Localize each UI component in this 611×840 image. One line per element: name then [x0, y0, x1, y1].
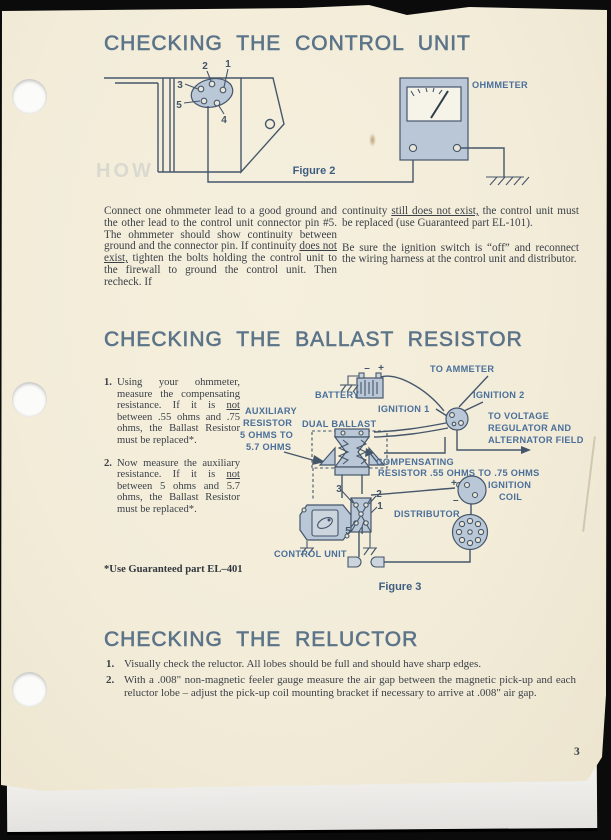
- item-text: Now measure the auxiliary resistance. If it is not between 5 ohms and 5.7 ohms, the Ballast Resistor must be replaced*.: [117, 457, 240, 515]
- item-number: 2.: [106, 673, 115, 686]
- label-resistor: RESISTOR: [243, 418, 293, 428]
- page-number: 3: [574, 746, 580, 758]
- footnote: *Use Guaranteed part EL–401: [104, 564, 243, 575]
- list-item: [104, 458, 240, 516]
- ignition-switch-icon: [446, 408, 468, 430]
- label-control-unit: CONTROL UNIT: [274, 549, 347, 559]
- label-ignition-coil-2: COIL: [499, 492, 523, 502]
- label-distributor: DISTRIBUTOR: [394, 509, 460, 519]
- figure3-caption: Figure 3: [378, 581, 422, 593]
- punch-hole: [12, 672, 47, 707]
- label-auxiliary: AUXILIARY: [245, 406, 297, 416]
- list-item: [104, 658, 576, 671]
- control-unit-icon: [300, 505, 351, 540]
- distributor-icon: [453, 515, 488, 550]
- pin-label-2: 2: [202, 61, 208, 72]
- label-5-7-ohms: 5.7 OHMS: [246, 442, 292, 452]
- reluctor-steps-list: [104, 658, 576, 702]
- aux-leader: [284, 452, 316, 461]
- ohmmeter-label: OHMMETER: [472, 80, 528, 90]
- label-dual-ballast: DUAL BALLAST: [302, 419, 377, 429]
- plug-icon: [348, 557, 361, 567]
- ignition-coil-icon: [458, 476, 486, 504]
- ballast-steps-list: [104, 377, 240, 527]
- battery-icon: [357, 373, 383, 398]
- item-number: 2.: [104, 457, 112, 469]
- figure-2-diagram: [100, 60, 592, 192]
- section-title-ballast-resistor: CHECKING THE BALLAST RESISTOR: [104, 328, 523, 351]
- paragraph: continuity still does not exist, the control unit must be replaced (use Guaranteed part EL-101).: [342, 205, 579, 229]
- pin-label-1: 1: [377, 501, 383, 512]
- pin-label-5: 5: [345, 526, 351, 537]
- label-comp-resistor-values: RESISTOR .55 OHMS TO .75 OHMS: [378, 468, 540, 478]
- label-5-ohms-to: 5 OHMS TO: [240, 430, 294, 440]
- battery-plus: +: [378, 363, 384, 374]
- item-text: With a .008" non-magnetic feeler gauge measure the air gap between the magnetic pick-up and each reluctor lobe – adjust the pick-up coil mounting bracket if necessary to arrive at .008" air gap.: [124, 673, 576, 699]
- dual-ballast-icon: [320, 429, 384, 475]
- coil-plus: +: [451, 478, 457, 489]
- pin-label-3: 3: [336, 484, 342, 495]
- label-to-voltage: TO VOLTAGE: [488, 411, 550, 421]
- pin-label-3: 3: [177, 80, 183, 91]
- item-number: 1.: [106, 658, 115, 670]
- label-to-ammeter: TO AMMETER: [430, 364, 495, 374]
- arrowhead: [521, 446, 531, 454]
- print-through-ghost-text: HOW: [96, 160, 154, 182]
- section-title-reluctor: CHECKING THE RELUCTOR: [104, 628, 419, 651]
- label-ignition-2: IGNITION 2: [473, 390, 525, 400]
- punch-hole: [12, 382, 47, 417]
- paragraph-column-left: [104, 206, 337, 289]
- pin-label-5: 5: [176, 100, 182, 111]
- label-regulator-and: REGULATOR AND: [488, 423, 572, 433]
- paragraph: Be sure the ignition switch is “off” and reconnect the wiring harness at the control unit and distributor.: [342, 241, 579, 266]
- item-text: Visually check the reluctor. All lobes should be full and should have sharp edges.: [124, 658, 482, 670]
- label-ignition-coil-1: IGNITION: [488, 480, 532, 490]
- paragraph: Connect one ohmmeter lead to a good ground and the other lead to the control unit connector pin #5. The ohmmeter should show continuity between ground and the connector pin. If continuity does not exist, tighten the bolts holding the control unit to the firewall to ground the control unit. Then recheck. If: [104, 205, 337, 288]
- punch-hole: [12, 79, 47, 114]
- figure-3-diagram: [240, 352, 588, 598]
- figure2-caption: Figure 2: [292, 165, 336, 177]
- ohmmeter-icon: [400, 78, 468, 160]
- section-title-control-unit: CHECKING THE CONTROL UNIT: [104, 32, 471, 55]
- label-battery: BATTERY: [315, 390, 360, 400]
- pin-label-4: 4: [221, 115, 227, 126]
- coil-minus: –: [453, 495, 459, 506]
- list-item: [104, 674, 576, 700]
- list-item: [104, 377, 240, 447]
- coil-feed-wire: [371, 488, 455, 495]
- pin-label-2: 2: [376, 489, 382, 500]
- pin-label-1: 1: [225, 60, 231, 70]
- item-text: Using your ohmmeter, measure the compensating resistance. If it is not between .55 ohms and .75 ohms, the Ballast Resistor must be replaced*.: [117, 377, 240, 446]
- ground-symbol: [486, 177, 529, 185]
- label-compensating: COMPENSATING: [376, 457, 454, 467]
- item-number: 1.: [104, 377, 112, 388]
- control-unit-connector: [189, 75, 236, 111]
- pin-label-4: 4: [358, 526, 364, 537]
- label-ignition-1: IGNITION 1: [378, 404, 430, 414]
- label-alternator-field: ALTERNATOR FIELD: [488, 435, 584, 445]
- plug-icon: [371, 557, 384, 567]
- paragraph-column-right: [342, 206, 579, 266]
- wire: [384, 550, 470, 562]
- battery-minus: –: [364, 363, 370, 374]
